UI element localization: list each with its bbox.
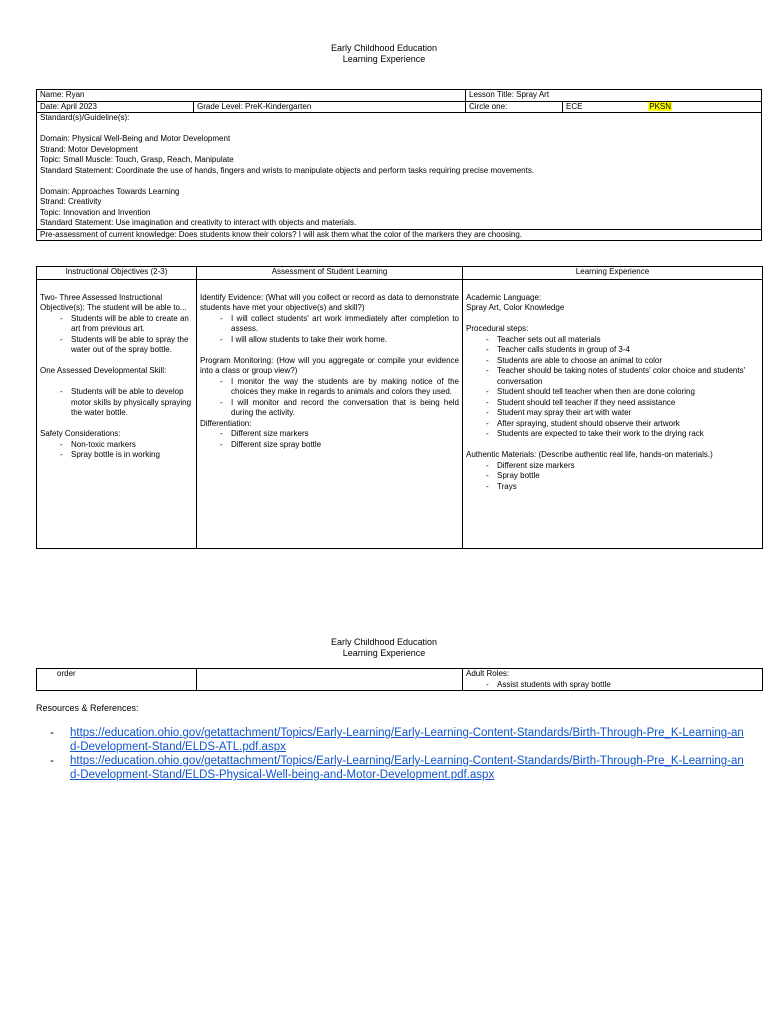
program-choice-cell (563, 101, 762, 113)
standards-line (40, 176, 758, 187)
list-item: - I will monitor and record the conversation that is being held during the activity. (200, 398, 459, 419)
name-cell: Name: Ryan (37, 90, 466, 102)
assessment-column (197, 280, 463, 549)
pksn-option: PKSN (649, 101, 672, 111)
objectives-column (37, 280, 197, 549)
standards-line: Domain: Physical Well-Being and Motor Development (40, 134, 231, 143)
standards-line: Standard(s)/Guideline(s): (40, 113, 130, 122)
list-item: - Students will be able to spray the water out of the spray bottle. (40, 335, 193, 356)
procedural-steps-heading: Procedural steps: (466, 324, 529, 333)
monitoring-heading: Program Monitoring: (How will you aggregate or compile your evidence into a class or group view?) (200, 355, 459, 375)
resources-list (50, 726, 750, 782)
evidence-list (200, 314, 459, 346)
resource-link-atl[interactable]: https://education.ohio.gov/getattachment/Topics/Early-Learning/Early-Learning-Content-Standards/Birth-Through-Pre_K-Learning-and-Development-Stand/ELDS-ATL.pdf.aspx (70, 727, 744, 753)
objectives-header: Instructional Objectives (2-3) (37, 267, 197, 280)
standards-cell (37, 113, 762, 230)
academic-language-heading: Academic Language: (466, 292, 542, 302)
continued-grid (36, 668, 763, 691)
developmental-skill-heading: One Assessed Developmental Skill: (40, 366, 167, 375)
grade-level-cell: Grade Level: PreK-Kindergarten (194, 101, 466, 113)
page-header (0, 43, 768, 65)
list-item: - Teacher calls students in group of 3-4 (466, 345, 759, 356)
materials-list (466, 461, 759, 493)
ece-option: ECE (566, 101, 583, 111)
list-item: - I monitor the way the students are by making notice of the choices they make in regards to animals and colors they used. (200, 377, 459, 398)
continued-assessment-cell (197, 669, 463, 691)
standards-line: Standard Statement: Use imagination and creativity to interact with objects and materials. (40, 218, 357, 227)
differentiation-heading: Differentiation: (200, 418, 252, 428)
standards-line: Topic: Innovation and Invention (40, 207, 151, 217)
standards-line: Strand: Motor Development (40, 144, 138, 154)
adult-roles-heading: Adult Roles: (466, 669, 510, 678)
adult-roles-cell (463, 669, 763, 691)
lesson-info-table (36, 89, 762, 241)
header-title-line1: Early Childhood Education (330, 637, 438, 647)
list-item: - I will collect students' art work immediately after completion to assess. (200, 314, 459, 335)
circle-one-cell: Circle one: (466, 101, 563, 113)
standards-line: Topic: Small Muscle: Touch, Grasp, Reach, Manipulate (40, 155, 234, 164)
experience-column (463, 280, 763, 549)
list-item: - Students are able to choose an animal to color (466, 356, 759, 367)
objectives-intro: Two- Three Assessed Instructional Objective(s): The student will be able to... (40, 292, 187, 312)
list-item (50, 754, 750, 782)
developmental-skill-list (40, 387, 193, 419)
list-item: - Teacher sets out all materials (466, 335, 759, 346)
pre-assessment-cell: Pre-assessment of current knowledge: Does students know their colors? I will ask them what the color of the markers they are choosing. (37, 229, 762, 241)
list-item: - Different size spray bottle (200, 440, 459, 451)
list-item: - Assist students with spray bottle (466, 680, 759, 691)
date-cell: Date: April 2023 (37, 101, 194, 113)
differentiation-list (200, 429, 459, 450)
list-item: - Teacher should be taking notes of students' color choice and students' conversation (466, 366, 759, 387)
list-dash: - (50, 727, 54, 739)
header-title-line1: Early Childhood Education (330, 43, 438, 53)
list-item: - Spray bottle (466, 471, 759, 482)
lesson-plan-grid (36, 266, 763, 549)
experience-header: Learning Experience (463, 267, 763, 280)
list-item: - Students will be able to create an art from previous art. (40, 314, 193, 335)
list-item: - Different size markers (200, 429, 459, 440)
list-dash: - (50, 755, 54, 767)
list-item (50, 726, 750, 754)
assessment-header: Assessment of Student Learning (197, 267, 463, 280)
list-item: - Student should tell teacher if they need assistance (466, 398, 759, 409)
list-item: - Students are expected to take their work to the drying rack (466, 429, 759, 440)
list-item: - Students will be able to develop motor skills by physically spraying the water bottle. (40, 387, 193, 419)
evidence-heading: Identify Evidence: (What will you collect or record as data to demonstrate students have met your objective(s) and skill?) (200, 292, 459, 312)
standards-line (40, 124, 758, 135)
continued-objectives-cell: order (37, 669, 197, 691)
list-item: - I will allow students to take their work home. (200, 335, 459, 346)
resource-link-motor-development[interactable]: https://education.ohio.gov/getattachment/Topics/Early-Learning/Early-Learning-Content-Standards/Birth-Through-Pre_K-Learning-and-Development-Stand/ELDS-Physical-Well-being-and-Motor-Development.pdf.aspx (70, 755, 744, 781)
list-item: - Spray bottle is in working (40, 450, 193, 461)
page2-header (0, 637, 768, 659)
list-item: - Non-toxic markers (40, 440, 193, 451)
lesson-title-cell: Lesson Title: Spray Art (466, 90, 762, 102)
header-title-line2: Learning Experience (342, 648, 426, 658)
list-item: - Student should tell teacher when then are done coloring (466, 387, 759, 398)
safety-heading: Safety Considerations: (40, 429, 121, 438)
list-item: - Trays (466, 482, 759, 493)
procedural-steps-list (466, 335, 759, 440)
standards-line: Standard Statement: Coordinate the use of hands, fingers and wrists to manipulate objects and perform tasks requiring precise movements. (40, 165, 535, 175)
standards-line: Domain: Approaches Towards Learning (40, 186, 180, 196)
authentic-materials-heading: Authentic Materials: (Describe authentic real life, hands-on materials.) (466, 450, 713, 459)
header-title-line2: Learning Experience (342, 54, 426, 64)
safety-list (40, 440, 193, 461)
list-item: - After spraying, student should observe their artwork (466, 419, 759, 430)
list-item: - Different size markers (466, 461, 759, 472)
resources-label: Resources & References: (36, 703, 139, 713)
objectives-list (40, 314, 193, 356)
academic-language-terms: Spray Art, Color Knowledge (466, 303, 565, 312)
list-item: - Student may spray their art with water (466, 408, 759, 419)
monitoring-list (200, 377, 459, 419)
adult-roles-list (466, 680, 759, 691)
standards-line: Strand: Creativity (40, 197, 102, 206)
